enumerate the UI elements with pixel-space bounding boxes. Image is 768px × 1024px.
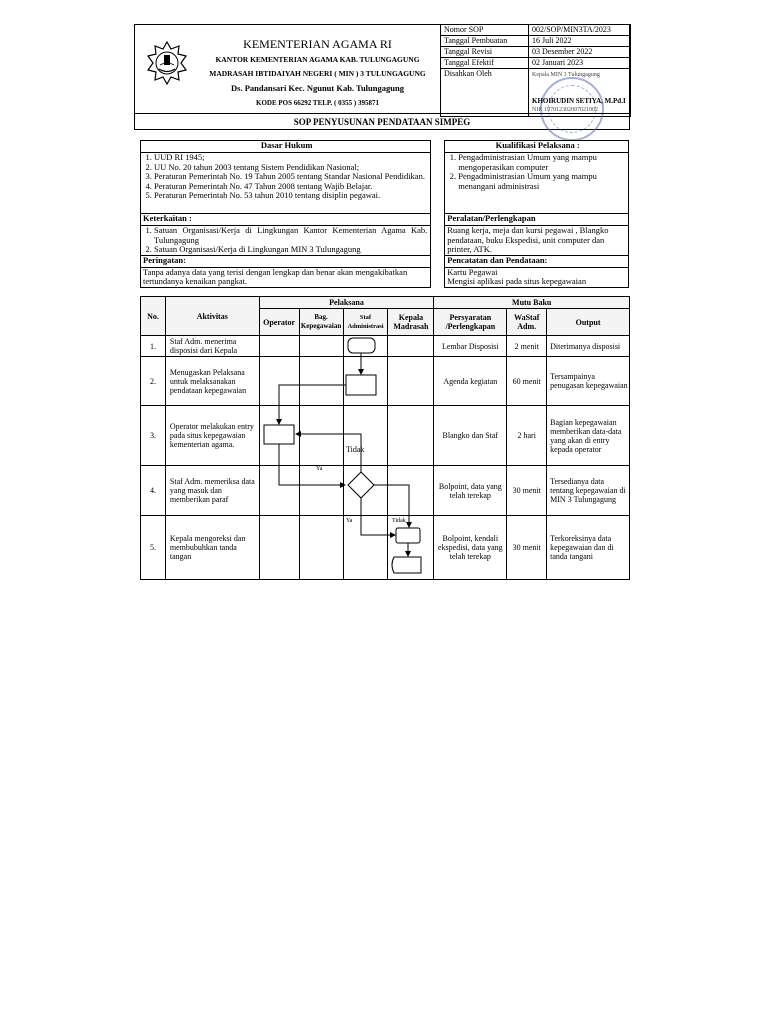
meta-row [441, 36, 631, 47]
meta-label: Tanggal Revisi [441, 47, 529, 58]
col-aktivitas: Aktivitas [165, 297, 259, 336]
meta-label: Disahkan Oleh [441, 69, 529, 117]
info-gap [431, 141, 445, 288]
row-waktu: 60 menit [507, 357, 547, 406]
meta-row [441, 47, 631, 58]
row-output: Tersampainya penugasan kepegawaian [547, 357, 630, 406]
meta-value: 03 Desember 2022 [529, 47, 631, 58]
row-aktivitas: Staf Adm. memeriksa data yang masuk dan memberikan paraf [165, 466, 259, 516]
meta-value: 02 Januari 2023 [529, 58, 631, 69]
table-row [141, 406, 630, 466]
col-pelaksana: Pelaksana [259, 297, 434, 309]
peralatan-heading: Peralatan/Perlengkapan [447, 213, 536, 223]
flow-label-tidak: Tidak [392, 518, 406, 524]
table-row [141, 357, 630, 406]
kemenag-logo-icon [145, 41, 189, 85]
col-kepala-madrasah: Kepala Madrasah [388, 309, 434, 336]
list-item: 1. UUD RI 1945; [154, 153, 427, 163]
col-mutu-baku: Mutu Baku [434, 297, 630, 309]
school-address: Ds. Pandansari Kec. Ngunut Kab. Tulungagung [231, 83, 404, 93]
dasar-hukum-list [141, 153, 431, 214]
table-row [141, 466, 630, 516]
row-no: 2. [141, 357, 166, 406]
row-waktu: 2 hari [507, 406, 547, 466]
row-output: Bagian kepegawaian memberikan data-data yang akan di entry kepada operator [547, 406, 630, 466]
table-row [141, 516, 630, 580]
list-item: 1. Satuan Organisasi/Kerja di Lingkungan Kantor Kementerian Agama Kab. Tulungagung [154, 226, 427, 245]
pencatatan-heading: Pencatatan dan Pendataan: [447, 254, 548, 265]
list-item: 2. UU No. 20 tahun 2003 tentang Sistem Pendidikan Nasional; [154, 163, 427, 173]
col-output: Output [547, 309, 630, 336]
row-output: Diterimanya disposisi [547, 336, 630, 357]
row-persyaratan: Lembar Disposisi [434, 336, 507, 357]
col-staf-administrasi: Staf Administrasi [343, 309, 388, 336]
row-output: Tersedianya data tentang kepegawaian di MIN 3 Tulungagung [547, 466, 630, 516]
row-waktu: 2 menit [507, 336, 547, 357]
list-item: 3. Peraturan Pemerintah No. 19 Tahun 2005 tentang Standar Nasional Pendidikan. [154, 172, 427, 182]
sop-header [134, 24, 630, 130]
list-item: 2. Satuan Organisasi/Kerja di Lingkungan MIN 3 Tulungagung [154, 245, 427, 255]
row-aktivitas: Staf Adm. menerima disposisi dari Kepala [165, 336, 259, 357]
table-row [141, 336, 630, 357]
pencatatan-item: Mengisi aplikasi pada situs kepegawaian [447, 276, 587, 286]
list-item: 1. Pengadministrasian Umum yang mampu mengoperasikan computer [458, 153, 628, 172]
pencatatan-item: Kartu Pegawai [445, 267, 628, 278]
peringatan-text: Tanpa adanya data yang terisi dengan lengkap dan benar akan mengakibatkan tertundanya kenaikan pangkat. [141, 267, 430, 287]
postal-phone: KODE POS 66292 TELP. ( 0355 ) 395871 [256, 99, 379, 107]
row-no: 3. [141, 406, 166, 466]
meta-row [441, 25, 631, 36]
row-no: 1. [141, 336, 166, 357]
signer-name: KHOIRUDIN SETIYA, M.Pd.I [532, 97, 626, 105]
row-aktivitas: Operator melakukan entry pada situs kepegawaian kementerian agama. [165, 406, 259, 466]
row-aktivitas: Menugaskan Pelaksana untuk melaksanakan pendataan kepegawaian [165, 357, 259, 406]
office-name: KANTOR KEMENTERIAN AGAMA KAB. TULUNGAGUNG [215, 55, 420, 64]
list-item: 4. Peraturan Pemerintah No. 47 Tahun 2008 tentang Wajib Belajar. [154, 182, 427, 192]
col-no: No. [141, 297, 166, 336]
peralatan-cell [445, 214, 629, 256]
meta-label: Tanggal Efektif [441, 58, 529, 69]
row-waktu: 30 menit [507, 516, 547, 580]
row-persyaratan: Blangko dan Staf [434, 406, 507, 466]
sop-info-table [140, 140, 629, 288]
peringatan-cell [141, 255, 431, 287]
meta-value: 002/SOP/MIN3TA/2023 [529, 25, 631, 36]
procedure-table [140, 296, 630, 580]
ministry-name: KEMENTERIAN AGAMA RI [243, 37, 392, 51]
meta-label: Tanggal Pembuatan [441, 36, 529, 47]
col-waktu: WaStaf Adm. [507, 309, 547, 336]
row-no: 5. [141, 516, 166, 580]
keterkaitan-cell [141, 214, 431, 256]
meta-label: Nomor SOP [441, 25, 529, 36]
meta-value: 16 Juli 2022 [529, 36, 631, 47]
kualifikasi-heading: Kualifikasi Pelaksana : [445, 141, 629, 153]
flow-label-ya: Ya [346, 518, 353, 524]
list-item: 5. Peraturan Pemerintah No. 53 tahun 2010 tentang disiplin pegawai. [154, 191, 427, 201]
meta-row [441, 58, 631, 69]
sop-title: SOP PENYUSUNAN PENDATAAN SIMPEG [135, 113, 629, 130]
col-operator: Operator [259, 309, 299, 336]
peringatan-heading: Peringatan: [143, 254, 186, 265]
school-name: MADRASAH IBTIDAIYAH NEGERI ( MIN ) 3 TULUNGAGUNG [209, 69, 426, 78]
list-item: 2. Pengadministrasian Umum yang mampu menangani administrasi [458, 172, 628, 191]
row-output: Terkoreksinya data kepegawaian dan di tanda tangani [547, 516, 630, 580]
col-persyaratan: Persyaratan /Perlengkapan [434, 309, 507, 336]
dasar-hukum-heading: Dasar Hukum [141, 141, 431, 153]
pencatatan-cell [445, 255, 629, 287]
row-waktu: 30 menit [507, 466, 547, 516]
row-persyaratan: Bolpoint, data yang telah terekap [434, 466, 507, 516]
row-aktivitas: Kepala mengoreksi dan membubuhkan tanda tangan [165, 516, 259, 580]
col-bag-kepegawaian: Bag. Kepegawaian [299, 309, 343, 336]
keterkaitan-heading: Keterkaitan : [143, 213, 192, 223]
row-persyaratan: Agenda kegiatan [434, 357, 507, 406]
signer-title: Kepala MIN 3 Tulungagung [532, 72, 600, 78]
row-no: 4. [141, 466, 166, 516]
kualifikasi-list [445, 153, 629, 214]
row-persyaratan: Bolpoint, kendali ekspedisi, data yang telah terekap [434, 516, 507, 580]
flow-label-tidak: Tidak [346, 445, 365, 454]
flow-label-ya: Ya [316, 466, 323, 472]
signer-nip: NIP. 197012302007021002 [532, 107, 599, 113]
peralatan-text: Ruang kerja, meja dan kursi pegawai , Blangko pendataan, buku Ekspedisi, unit computer dan printer, ATK. [445, 225, 628, 255]
